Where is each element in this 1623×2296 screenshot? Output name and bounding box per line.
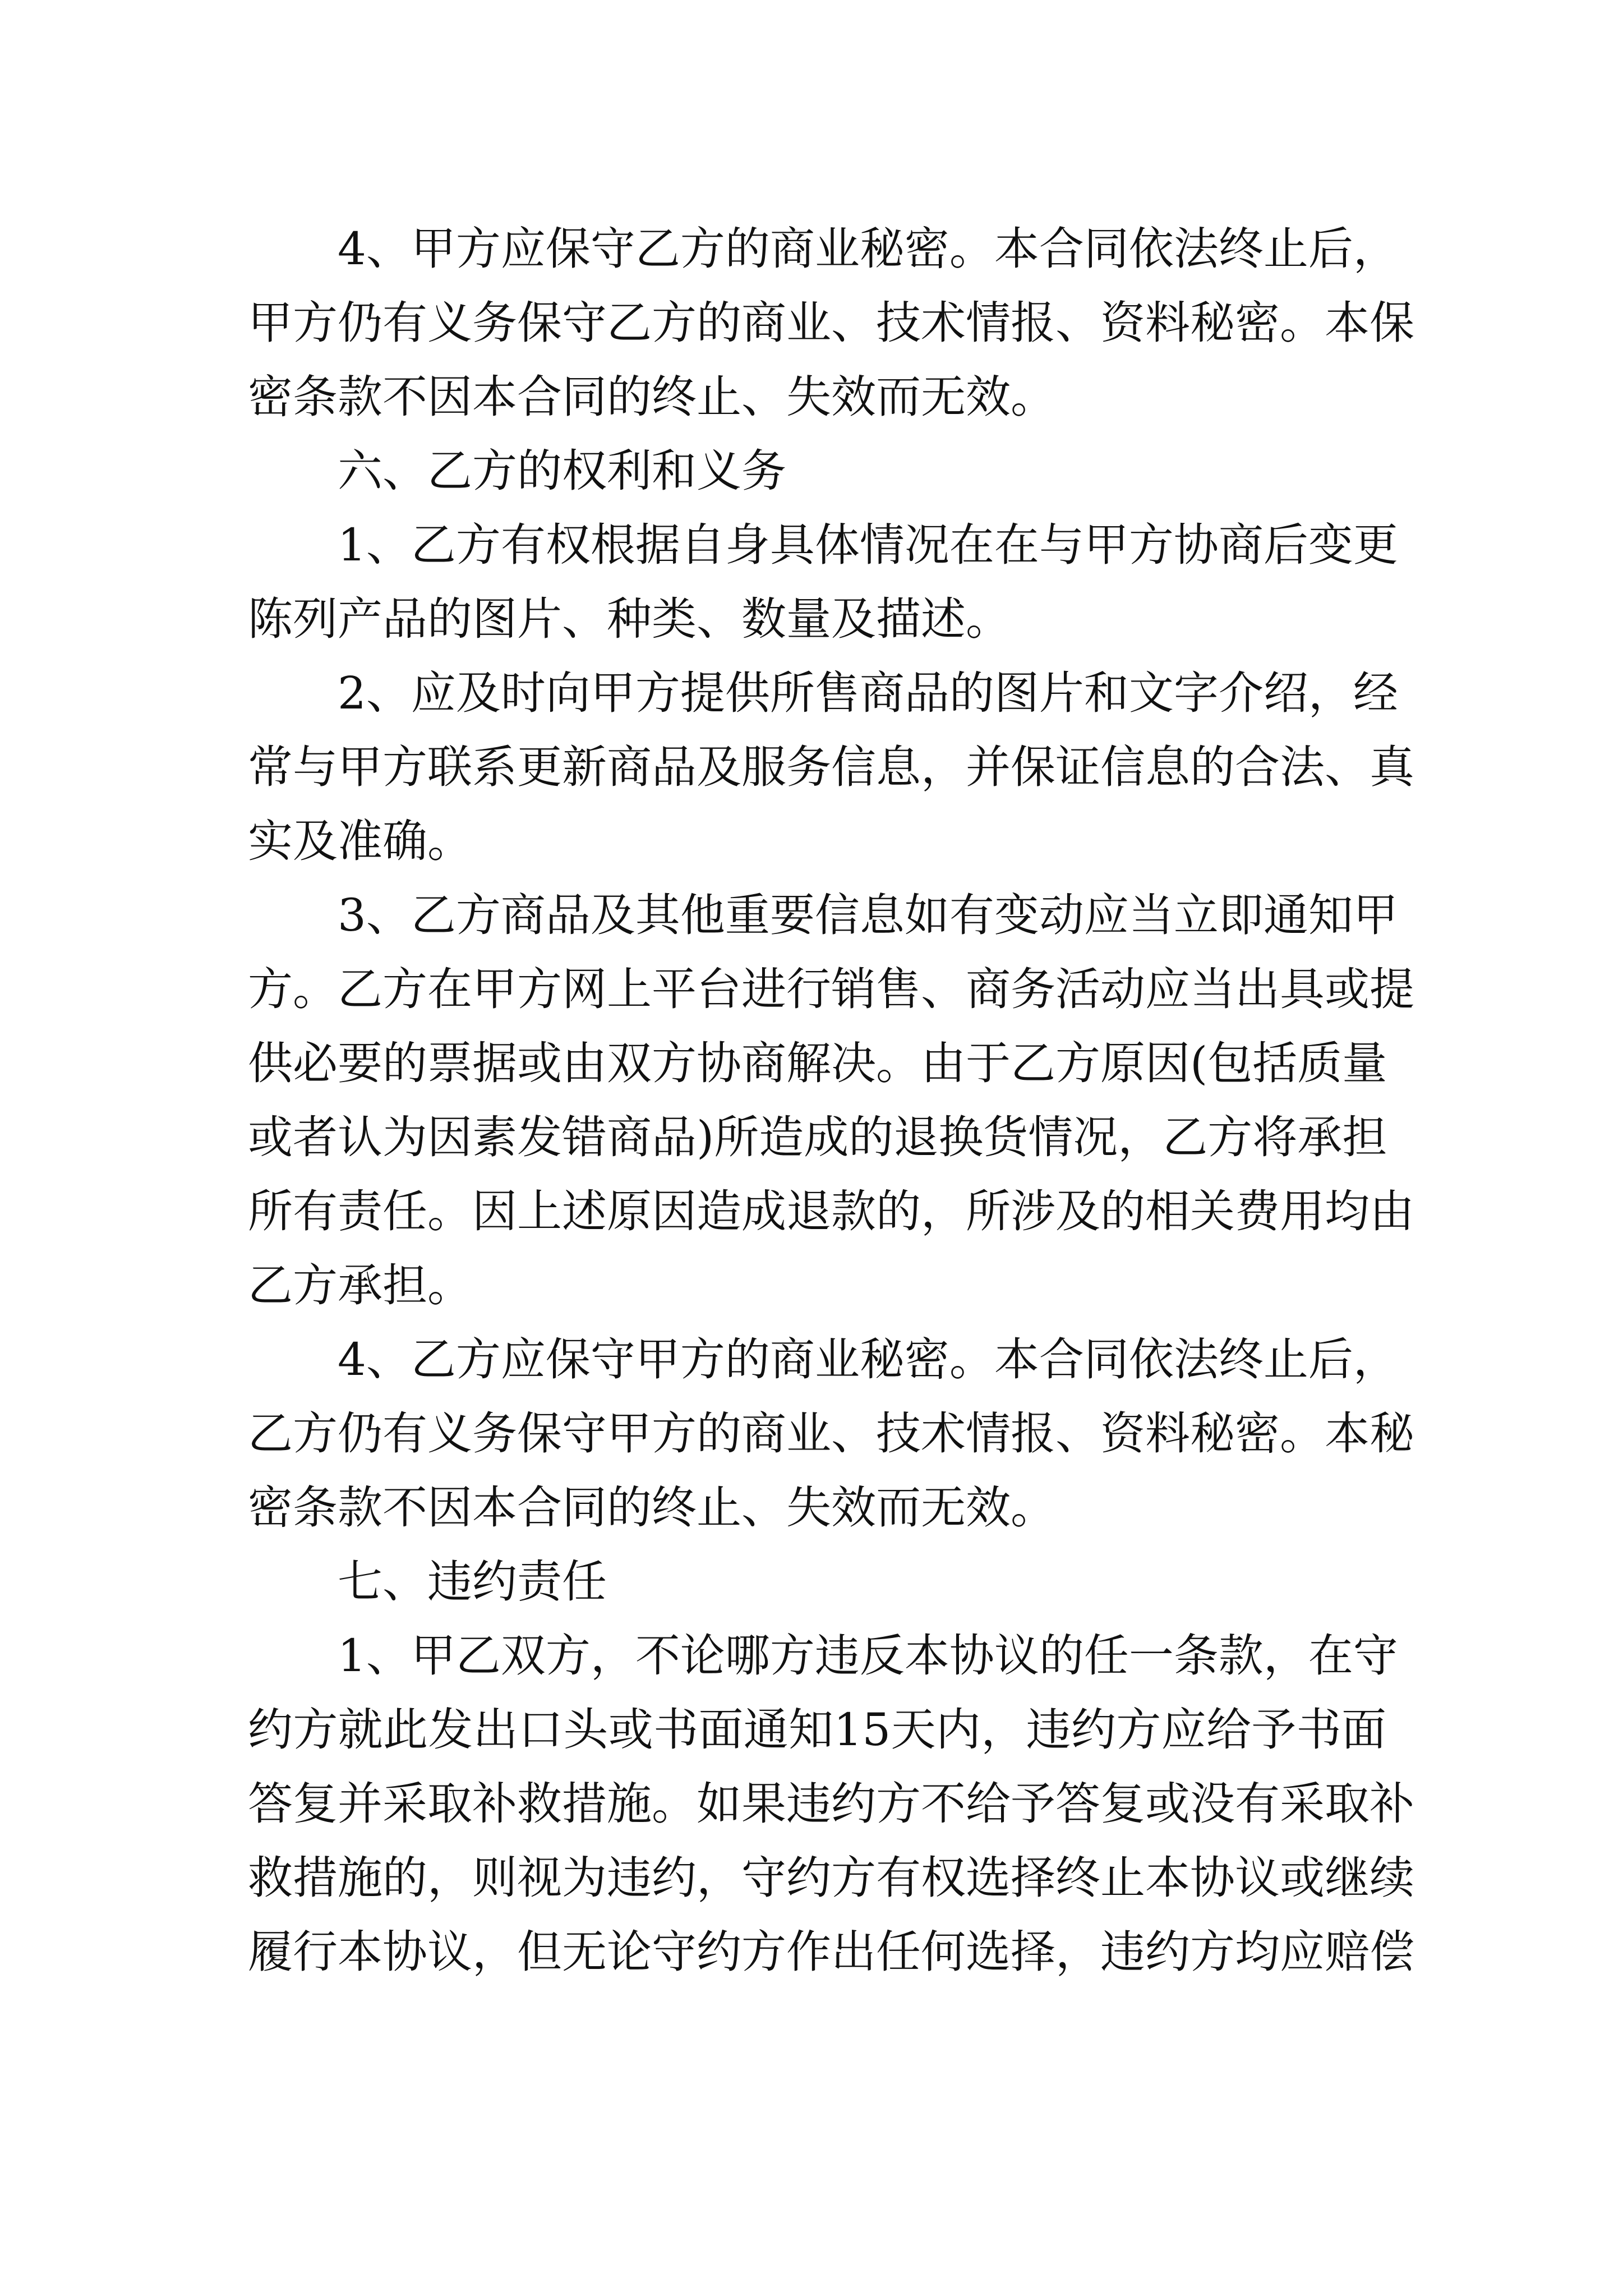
clause-5-4-line-3: 密条款不因本合同的终止、失效而无效。 [248,371,1055,423]
section-7-heading: 七、违约责任 [338,1556,607,1608]
clause-5-4-line-2: 甲方仍有义务保守乙方的商业、技术情报、资料秘密。本保 [248,297,1414,349]
clause-6-4-line-2: 乙方仍有义务保守甲方的商业、技术情报、资料秘密。本秘 [248,1407,1414,1460]
clause-6-3-line-6: 乙方承担。 [248,1259,472,1312]
clause-7-1-line-5: 履行本协议，但无论守约方作出任何选择，违约方均应赔偿 [248,1926,1414,1978]
clause-7-1-line-1: 1、甲乙双方，不论哪方违反本协议的任一条款，在守 [338,1630,1398,1682]
clause-6-3-line-4: 或者认为因素发错商品)所造成的退换货情况，乙方将承担 [248,1111,1387,1163]
clause-6-3-line-3: 供必要的票据或由双方协商解决。由于乙方原因(包括质量 [248,1037,1387,1089]
clause-6-1-line-1: 1、乙方有权根据自身具体情况在在与甲方协商后变更 [338,519,1398,571]
clause-5-4-line-1: 4、甲方应保守乙方的商业秘密。本合同依法终止后， [338,223,1398,275]
clause-6-2-line-2: 常与甲方联系更新商品及服务信息，并保证信息的合法、真 [248,741,1414,793]
clause-6-2-line-1: 2、应及时向甲方提供所售商品的图片和文字介绍，经 [338,667,1398,719]
clause-6-3-line-1: 3、乙方商品及其他重要信息如有变动应当立即通知甲 [338,889,1398,941]
clause-7-1-line-2: 约方就此发出口头或书面通知15天内，违约方应给予书面 [248,1704,1386,1756]
clause-6-4-line-3: 密条款不因本合同的终止、失效而无效。 [248,1481,1055,1534]
contract-body [248,212,1414,1989]
clause-6-1-line-2: 陈列产品的图片、种类、数量及描述。 [248,593,1011,645]
clause-7-1-line-3: 答复并采取补救措施。如果违约方不给予答复或没有采取补 [248,1778,1414,1830]
clause-6-4-line-1: 4、乙方应保守甲方的商业秘密。本合同依法终止后， [338,1333,1398,1386]
clause-6-3-line-5: 所有责任。因上述原因造成退款的，所涉及的相关费用均由 [248,1185,1414,1237]
clause-7-1-line-4: 救措施的，则视为违约，守约方有权选择终止本协议或继续 [248,1852,1414,1904]
section-6-heading: 六、乙方的权利和义务 [338,445,786,497]
clause-6-2-line-3: 实及准确。 [248,815,472,867]
clause-6-3-line-2: 方。乙方在甲方网上平台进行销售、商务活动应当出具或提 [248,963,1414,1015]
